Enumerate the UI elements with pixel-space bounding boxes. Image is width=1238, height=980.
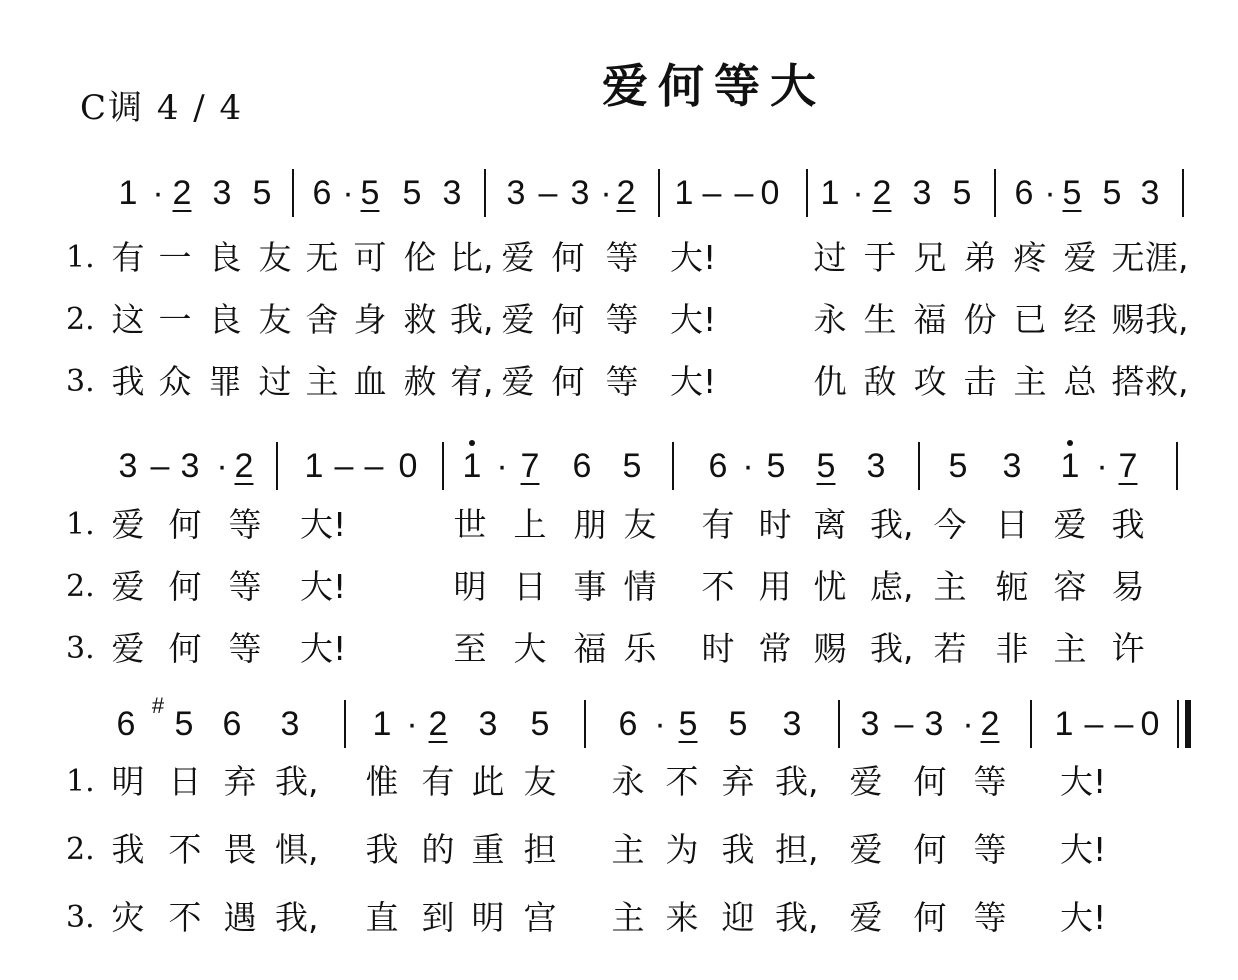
note: 3 bbox=[180, 447, 200, 485]
lyric-char: 赦 bbox=[403, 362, 437, 401]
lyric-char: 今 bbox=[933, 505, 967, 544]
lyric-char: 救, bbox=[1145, 362, 1189, 401]
verse-number: 1. bbox=[66, 240, 95, 275]
lyric-char: 时 bbox=[758, 505, 792, 544]
note: 2 bbox=[234, 447, 254, 485]
note: 3 bbox=[118, 447, 138, 485]
lyric-char: 经 bbox=[1063, 300, 1097, 339]
lyric-char: 不 bbox=[701, 567, 735, 606]
note: 3 bbox=[212, 174, 232, 212]
note: 2 bbox=[428, 705, 448, 743]
lyric-char: 何 bbox=[168, 567, 202, 606]
bar-line bbox=[806, 169, 808, 217]
lyric-char: 疼 bbox=[1013, 238, 1047, 277]
lyric-char: 事 bbox=[573, 567, 607, 606]
lyric-char: 弃 bbox=[721, 762, 755, 801]
lyric-char: 爱 bbox=[1053, 505, 1087, 544]
lyric-char: 我 bbox=[111, 830, 145, 869]
lyric-char: 等 bbox=[605, 300, 639, 339]
lyric-char: 遇 bbox=[223, 898, 257, 937]
lyric-char: 等 bbox=[228, 505, 262, 544]
note: 3 bbox=[912, 174, 932, 212]
lyric-char: 离 bbox=[813, 505, 847, 544]
extension-dash: – bbox=[894, 705, 914, 743]
lyric-char: 何 bbox=[913, 898, 947, 937]
lyric-line-verse-2 bbox=[0, 567, 1238, 615]
note: 6 bbox=[1014, 174, 1034, 212]
note: 2 bbox=[872, 174, 892, 212]
lyric-char: 主 bbox=[611, 898, 645, 937]
verse-number: 3. bbox=[66, 900, 95, 935]
lyric-char: 日 bbox=[513, 567, 547, 606]
augmentation-dot: · bbox=[152, 174, 164, 212]
lyric-char: 份 bbox=[963, 300, 997, 339]
lyric-char: 爱 bbox=[1063, 238, 1097, 277]
lyric-char: 永 bbox=[611, 762, 645, 801]
note: 1 bbox=[1055, 446, 1085, 486]
note: 1 bbox=[304, 447, 324, 485]
lyric-char: 我, bbox=[870, 629, 914, 668]
bar-line bbox=[292, 169, 294, 217]
augmentation-dot: · bbox=[216, 447, 228, 485]
lyric-char: 赐 bbox=[1111, 300, 1145, 339]
lyric-char: 众 bbox=[158, 362, 192, 401]
lyric-char: 虑, bbox=[870, 567, 914, 606]
note: 1 bbox=[118, 174, 138, 212]
lyric-char: 身 bbox=[353, 300, 387, 339]
lyric-char: 等 bbox=[973, 898, 1007, 937]
lyric-char: 大! bbox=[670, 238, 717, 277]
lyric-char: 时 bbox=[701, 629, 735, 668]
lyric-char: 主 bbox=[305, 362, 339, 401]
note: 5 bbox=[816, 447, 836, 485]
lyric-char: 大! bbox=[1060, 762, 1107, 801]
lyric-char: 友 bbox=[623, 505, 657, 544]
lyric-char: 容 bbox=[1053, 567, 1087, 606]
lyric-char: 总 bbox=[1063, 362, 1097, 401]
lyric-char: 灾 bbox=[111, 898, 145, 937]
lyric-char: 涯, bbox=[1145, 238, 1189, 277]
bar-line bbox=[484, 169, 486, 217]
extension-dash: – bbox=[702, 174, 722, 212]
lyric-char: 等 bbox=[973, 762, 1007, 801]
note: 3 bbox=[570, 174, 590, 212]
lyric-char: 等 bbox=[228, 567, 262, 606]
lyric-char: 友 bbox=[258, 300, 292, 339]
lyric-char: 无 bbox=[305, 238, 339, 277]
lyric-char: 爱 bbox=[111, 567, 145, 606]
note: 6 bbox=[222, 705, 242, 743]
lyric-char: 何 bbox=[913, 830, 947, 869]
note: 6 bbox=[572, 447, 592, 485]
lyric-char: 爱 bbox=[501, 362, 535, 401]
augmentation-dot: · bbox=[406, 705, 418, 743]
lyric-char: 大 bbox=[513, 629, 547, 668]
key-signature: C调 4 / 4 bbox=[80, 88, 244, 128]
extension-dash: – bbox=[364, 447, 384, 485]
lyric-char: 赐 bbox=[813, 629, 847, 668]
lyric-char: 友 bbox=[523, 762, 557, 801]
lyric-char: 有 bbox=[701, 505, 735, 544]
verse-number: 1. bbox=[66, 764, 95, 799]
lyric-char: 明 bbox=[453, 567, 487, 606]
lyric-char: 轭 bbox=[995, 567, 1029, 606]
extension-dash: – bbox=[1084, 705, 1104, 743]
lyric-char: 许 bbox=[1111, 629, 1145, 668]
lyric-char: 惟 bbox=[365, 762, 399, 801]
lyric-char: 已 bbox=[1013, 300, 1047, 339]
lyric-char: 宥, bbox=[450, 362, 494, 401]
lyric-char: 的 bbox=[421, 830, 455, 869]
augmentation-dot: · bbox=[1044, 174, 1056, 212]
notation-row-1 bbox=[0, 165, 1238, 225]
lyric-char: 一 bbox=[158, 238, 192, 277]
bar-line bbox=[918, 442, 920, 490]
lyric-char: 为 bbox=[665, 830, 699, 869]
note: 2 bbox=[616, 174, 636, 212]
lyric-char: 过 bbox=[258, 362, 292, 401]
lyric-char: 有 bbox=[421, 762, 455, 801]
augmentation-dot: · bbox=[962, 705, 974, 743]
final-bar-line bbox=[1185, 700, 1191, 748]
augmentation-dot: · bbox=[1096, 447, 1108, 485]
lyric-char: 福 bbox=[913, 300, 947, 339]
lyric-char: 常 bbox=[758, 629, 792, 668]
lyric-char: 大! bbox=[1060, 830, 1107, 869]
note: 5 bbox=[530, 705, 550, 743]
lyric-char: 舍 bbox=[305, 300, 339, 339]
note: 3 bbox=[442, 174, 462, 212]
lyric-char: 等 bbox=[605, 362, 639, 401]
note: 7 bbox=[1118, 447, 1138, 485]
note: 2 bbox=[980, 705, 1000, 743]
high-octave-dot bbox=[469, 440, 475, 446]
lyric-char: 大! bbox=[670, 362, 717, 401]
extension-dash: – bbox=[150, 447, 170, 485]
lyric-char: 大! bbox=[300, 629, 347, 668]
extension-dash: – bbox=[1114, 705, 1134, 743]
lyric-char: 比, bbox=[450, 238, 494, 277]
lyric-char: 兄 bbox=[913, 238, 947, 277]
lyric-char: 爱 bbox=[501, 300, 535, 339]
note: 7 bbox=[520, 447, 540, 485]
lyric-char: 爱 bbox=[849, 830, 883, 869]
lyric-char: 不 bbox=[665, 762, 699, 801]
lyric-char: 过 bbox=[813, 238, 847, 277]
lyric-char: 主 bbox=[611, 830, 645, 869]
lyric-char: 乐 bbox=[623, 629, 657, 668]
lyric-char: 爱 bbox=[849, 898, 883, 937]
note: 5 bbox=[948, 447, 968, 485]
lyric-char: 用 bbox=[758, 567, 792, 606]
verse-number: 1. bbox=[66, 507, 95, 542]
note: 5 bbox=[402, 174, 422, 212]
lyric-char: 此 bbox=[471, 762, 505, 801]
verse-number: 2. bbox=[66, 832, 95, 867]
lyric-char: 于 bbox=[863, 238, 897, 277]
lyric-char: 何 bbox=[551, 300, 585, 339]
song-title-text: 爱何等大 bbox=[602, 59, 826, 113]
augmentation-dot: · bbox=[342, 174, 354, 212]
lyric-char: 我 bbox=[721, 830, 755, 869]
lyric-char: 到 bbox=[421, 898, 455, 937]
sharp-sign: # bbox=[151, 693, 165, 718]
bar-line bbox=[442, 442, 444, 490]
lyric-char: 我, bbox=[275, 898, 319, 937]
lyric-char: 直 bbox=[365, 898, 399, 937]
bar-line bbox=[1182, 169, 1184, 217]
note: 3 bbox=[866, 447, 886, 485]
note: 3 bbox=[1140, 174, 1160, 212]
lyric-char: 弟 bbox=[963, 238, 997, 277]
lyric-char: 大! bbox=[670, 300, 717, 339]
lyric-char: 我, bbox=[275, 762, 319, 801]
lyric-char: 我, bbox=[775, 762, 819, 801]
lyric-char: 世 bbox=[453, 505, 487, 544]
augmentation-dot: · bbox=[600, 174, 612, 212]
lyric-line-verse-1 bbox=[0, 238, 1238, 286]
high-octave-dot bbox=[1067, 440, 1073, 446]
lyric-char: 击 bbox=[963, 362, 997, 401]
lyric-char: 日 bbox=[168, 762, 202, 801]
lyric-char: 良 bbox=[208, 238, 242, 277]
note: 5 bbox=[360, 174, 380, 212]
lyric-char: 等 bbox=[605, 238, 639, 277]
note: 6 bbox=[708, 447, 728, 485]
lyric-char: 明 bbox=[471, 898, 505, 937]
bar-line bbox=[838, 700, 840, 748]
lyric-char: 担, bbox=[775, 830, 819, 869]
note: 1 bbox=[372, 705, 392, 743]
note: 3 bbox=[860, 705, 880, 743]
lyric-char: 搭 bbox=[1111, 362, 1145, 401]
lyric-char: 友 bbox=[258, 238, 292, 277]
lyric-char: 敌 bbox=[863, 362, 897, 401]
lyric-char: 有 bbox=[111, 238, 145, 277]
bar-line bbox=[994, 169, 996, 217]
augmentation-dot: · bbox=[654, 705, 666, 743]
lyric-char: 大! bbox=[1060, 898, 1107, 937]
lyric-char: 福 bbox=[573, 629, 607, 668]
lyric-char: 良 bbox=[208, 300, 242, 339]
note: 0 bbox=[398, 447, 418, 485]
lyric-char: 仇 bbox=[813, 362, 847, 401]
lyric-char: 大! bbox=[300, 567, 347, 606]
lyric-char: 情 bbox=[623, 567, 657, 606]
lyric-char: 迎 bbox=[721, 898, 755, 937]
note: 6 bbox=[312, 174, 332, 212]
note: 0 bbox=[1140, 705, 1160, 743]
note: 5 bbox=[766, 447, 786, 485]
lyric-char: 我, bbox=[1145, 300, 1189, 339]
verse-number: 3. bbox=[66, 631, 95, 666]
note: 5 bbox=[728, 705, 748, 743]
lyric-char: 朋 bbox=[573, 505, 607, 544]
lyric-char: 担 bbox=[523, 830, 557, 869]
lyric-char: 爱 bbox=[111, 629, 145, 668]
note: 6 bbox=[618, 705, 638, 743]
lyric-char: 一 bbox=[158, 300, 192, 339]
lyric-char: 易 bbox=[1111, 567, 1145, 606]
bar-line bbox=[584, 700, 586, 748]
extension-dash: – bbox=[734, 174, 754, 212]
lyric-line-verse-2 bbox=[0, 830, 1238, 878]
lyric-char: 来 bbox=[665, 898, 699, 937]
lyric-char: 我, bbox=[870, 505, 914, 544]
lyric-char: 攻 bbox=[913, 362, 947, 401]
lyric-char: 惧, bbox=[275, 830, 319, 869]
note: 5 bbox=[952, 174, 972, 212]
lyric-char: 等 bbox=[973, 830, 1007, 869]
lyric-char: 明 bbox=[111, 762, 145, 801]
lyric-char: 大! bbox=[300, 505, 347, 544]
lyric-char: 生 bbox=[863, 300, 897, 339]
bar-line bbox=[344, 700, 346, 748]
note: 3 bbox=[1002, 447, 1022, 485]
augmentation-dot: · bbox=[496, 447, 508, 485]
lyric-char: 爱 bbox=[501, 238, 535, 277]
bar-line bbox=[1030, 700, 1032, 748]
lyric-char: 何 bbox=[551, 238, 585, 277]
bar-line bbox=[658, 169, 660, 217]
lyric-char: 我, bbox=[775, 898, 819, 937]
lyric-char: 何 bbox=[168, 505, 202, 544]
lyric-char: 救 bbox=[403, 300, 437, 339]
note: 3 bbox=[506, 174, 526, 212]
lyric-char: 至 bbox=[453, 629, 487, 668]
note: 5 bbox=[1102, 174, 1122, 212]
note: 3 bbox=[478, 705, 498, 743]
lyric-char: 我, bbox=[450, 300, 494, 339]
lyric-line-verse-1 bbox=[0, 762, 1238, 810]
extension-dash: – bbox=[538, 174, 558, 212]
note: 5 bbox=[174, 705, 194, 743]
note: 0 bbox=[760, 174, 780, 212]
lyric-char: 畏 bbox=[223, 830, 257, 869]
lyric-char: 等 bbox=[228, 629, 262, 668]
bar-line bbox=[672, 442, 674, 490]
lyric-char: 这 bbox=[111, 300, 145, 339]
note: 1 bbox=[674, 174, 694, 212]
note: 1 bbox=[820, 174, 840, 212]
note: 3 bbox=[280, 705, 300, 743]
note: 5 bbox=[252, 174, 272, 212]
notation-row-3 bbox=[0, 693, 1238, 756]
note: 6 bbox=[116, 705, 136, 743]
augmentation-dot: · bbox=[852, 174, 864, 212]
note: 3 bbox=[924, 705, 944, 743]
augmentation-dot: · bbox=[742, 447, 754, 485]
lyric-char: 主 bbox=[1013, 362, 1047, 401]
lyric-char: 忧 bbox=[813, 567, 847, 606]
lyric-char: 我 bbox=[111, 362, 145, 401]
bar-line bbox=[1176, 442, 1178, 490]
lyric-char: 非 bbox=[995, 629, 1029, 668]
lyric-char: 日 bbox=[995, 505, 1029, 544]
lyric-char: 可 bbox=[353, 238, 387, 277]
lyric-char: 何 bbox=[551, 362, 585, 401]
lyric-line-verse-3 bbox=[0, 362, 1238, 410]
lyric-char: 伦 bbox=[403, 238, 437, 277]
lyric-line-verse-3 bbox=[0, 629, 1238, 677]
lyric-char: 血 bbox=[353, 362, 387, 401]
lyric-char: 若 bbox=[933, 629, 967, 668]
verse-number: 2. bbox=[66, 569, 95, 604]
lyric-char: 主 bbox=[1053, 629, 1087, 668]
bar-line bbox=[276, 442, 278, 490]
lyric-char: 主 bbox=[933, 567, 967, 606]
note: 2 bbox=[172, 174, 192, 212]
lyric-char: 永 bbox=[813, 300, 847, 339]
note: 5 bbox=[678, 705, 698, 743]
extension-dash: – bbox=[334, 447, 354, 485]
lyric-line-verse-2 bbox=[0, 300, 1238, 348]
lyric-char: 何 bbox=[913, 762, 947, 801]
note: 1 bbox=[1054, 705, 1074, 743]
lyric-char: 无 bbox=[1111, 238, 1145, 277]
verse-number: 2. bbox=[66, 302, 95, 337]
note: 5 bbox=[1062, 174, 1082, 212]
lyric-char: 重 bbox=[471, 830, 505, 869]
lyric-char: 弃 bbox=[223, 762, 257, 801]
lyric-char: 不 bbox=[168, 898, 202, 937]
lyric-char: 上 bbox=[513, 505, 547, 544]
verse-number: 3. bbox=[66, 364, 95, 399]
lyric-char: 我 bbox=[365, 830, 399, 869]
notation-row-2 bbox=[0, 438, 1238, 498]
song-title bbox=[0, 50, 1238, 116]
note: 5 bbox=[622, 447, 642, 485]
lyric-line-verse-3 bbox=[0, 898, 1238, 946]
lyric-char: 爱 bbox=[849, 762, 883, 801]
lyric-char: 我 bbox=[1111, 505, 1145, 544]
lyric-char: 宫 bbox=[523, 898, 557, 937]
lyric-char: 罪 bbox=[208, 362, 242, 401]
lyric-line-verse-1 bbox=[0, 505, 1238, 553]
lyric-char: 不 bbox=[168, 830, 202, 869]
lyric-char: 何 bbox=[168, 629, 202, 668]
lyric-char: 爱 bbox=[111, 505, 145, 544]
note: 1 bbox=[457, 446, 487, 486]
note: 3 bbox=[782, 705, 802, 743]
